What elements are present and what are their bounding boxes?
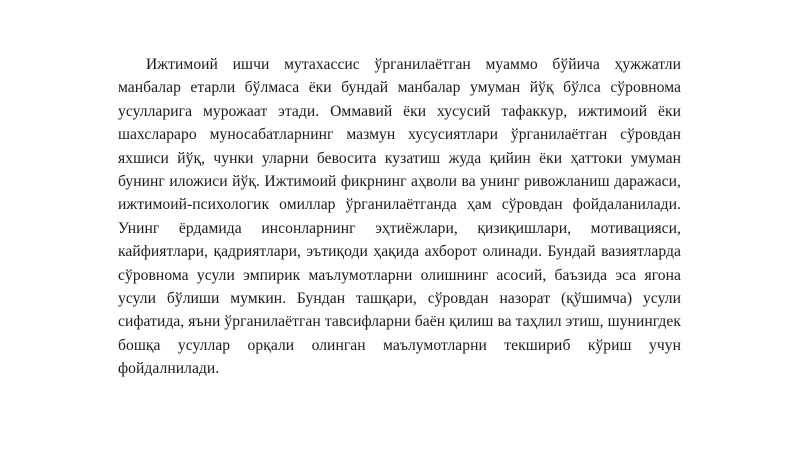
body-paragraph: Ижтимоий ишчи мутахассис ўрганилаётган муаммо бўйича ҳужжатли манбалар етарли бўлмаса ёки бундай манбалар умуман йўқ бўлса сўровнома усулларига мурожаат этади. Оммавий ёки хусусий тафаккур, ижтимоий ёки шахслараро муносабатларнинг мазмун хусусиятлари ўрганилаётган сўровдан яхшиси йўқ, чунки уларни бевосита кузатиш жуда қийин ёки ҳаттоки умуман бунинг иложиси йўқ. Ижтимоий фикрнинг аҳволи ва унинг ривожланиш даражаси, ижтимоий-психологик омиллар ўрганилаётганда ҳам сўровдан фойдаланилади. Унинг ёрдамида инсонларнинг эҳтиёжлари, қизиқишлари, мотивацияси, кайфиятлари, қадриятлари, эътиқоди ҳақида ахборот олинади. Бундай вазиятларда сўровнома усули эмпирик маълумотларни олишнинг асосий, баъзида эса ягона усули бўлиши мумкин. Бундан ташқари, сўровдан назорат (қўшимча) усули сифатида, яъни ўрганилаётган тавсифларни баён қилиш ва таҳлил этиш, шунингдек бошқа усуллар орқали олинган маълумотларни текшириб кўриш учун фойдалнилади.: [118, 56, 681, 378]
